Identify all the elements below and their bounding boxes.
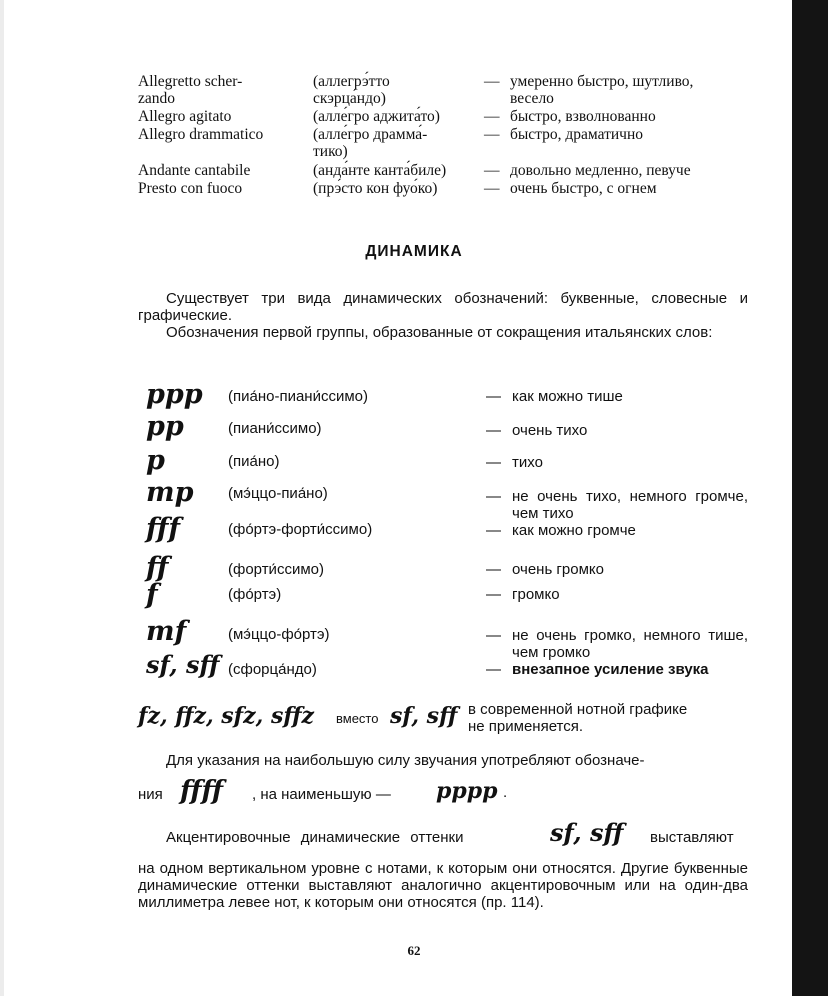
dynamic-symbols-old: fz, ffz, sfz, sffz	[138, 703, 315, 729]
tempo-term: Allegro agitato	[138, 108, 232, 125]
dash: —	[486, 627, 501, 644]
dynamic-pronunciation: (сфорца́ндо)	[228, 661, 317, 678]
dynamic-meaning: не очень тихо, немного громче, чем тихо	[512, 488, 748, 522]
accent-end: выставляют	[650, 829, 734, 846]
accent-start: Акцентировочные динамические оттенки	[166, 829, 464, 846]
dash: —	[484, 126, 500, 143]
dynamic-symbol: fff	[146, 513, 180, 544]
dash: —	[486, 561, 501, 578]
dynamic-meaning: как можно тише	[512, 388, 623, 405]
dynamic-symbol: ff	[146, 552, 169, 583]
tempo-meaning: умеренно быстро, шутливо,	[510, 73, 694, 90]
page-number: 62	[407, 943, 421, 958]
tempo-meaning: очень быстро, с огнем	[510, 180, 657, 197]
note-text: в современной нотной графике	[468, 701, 688, 718]
dynamic-symbols-new: sf, sff	[390, 703, 458, 729]
dynamic-pronunciation: (фо́ртэ)	[228, 586, 282, 603]
section-title: ДИНАМИКА	[365, 243, 463, 260]
dynamic-pronunciation: (пиани́ссимо)	[228, 420, 322, 437]
tempo-pronunciation: (алле́гро драмма́-	[313, 126, 428, 143]
dynamic-pronunciation: (мэ́ццо-фо́ртэ)	[228, 626, 330, 643]
dash: —	[486, 454, 501, 471]
intro-paragraph: Существует три вида динамических обозначений: буквенные, словесные и графические.	[138, 290, 748, 324]
tempo-term: Allegretto scher-	[138, 73, 243, 90]
tempo-pronunciation: (прэ́сто кон фуо́ко)	[313, 180, 438, 197]
extremes-prefix: ния	[138, 786, 163, 803]
dash: —	[484, 180, 500, 197]
dynamic-meaning: очень громко	[512, 561, 604, 578]
dynamic-symbol: ppp	[146, 379, 203, 410]
tempo-meaning: довольно медленно, певуче	[510, 162, 691, 179]
extremes-line: Для указания на наибольшую силу звучания употребляют обозначе-	[166, 752, 645, 769]
dynamic-pronunciation: (пиа́но-пиани́ссимо)	[228, 388, 368, 405]
dynamic-pronunciation: (мэ́ццо-пиа́но)	[228, 485, 328, 502]
tempo-term: Andante cantabile	[138, 162, 251, 179]
note-text: не применяется.	[468, 718, 584, 735]
tempo-meaning: быстро, взволнованно	[510, 108, 656, 125]
dynamic-meaning: как можно громче	[512, 522, 636, 539]
tempo-term: Presto con fuoco	[138, 180, 243, 197]
accent-paragraph: на одном вертикальном уровне с нотами, к которым они относятся. Другие буквенные динамические оттенки выставляют аналогично акцентировочным или на один-два миллиметра левее нот, к которым они относятся (пр. 114).	[138, 860, 748, 911]
dynamic-meaning: очень тихо	[512, 422, 588, 439]
dynamic-pronunciation: (форти́ссимо)	[228, 561, 324, 578]
scan-border	[792, 0, 828, 996]
tempo-term: Allegro drammatico	[138, 126, 264, 143]
dynamic-symbol: mp	[146, 477, 194, 508]
dynamic-meaning: громко	[512, 586, 560, 603]
dash: —	[486, 661, 501, 678]
dynamic-symbol: p	[146, 445, 165, 476]
tempo-meaning: быстро, драматично	[510, 126, 643, 143]
tempo-pronunciation: скэрца́ндо)	[313, 90, 386, 107]
dash: —	[484, 108, 500, 125]
intro-paragraph: Обозначения первой группы, образованные от сокращения итальянских слов:	[166, 324, 713, 341]
dynamic-pronunciation: (пиа́но)	[228, 453, 280, 470]
tempo-meaning: весело	[510, 90, 554, 107]
dynamic-symbols-accent: sf, sff	[550, 818, 624, 847]
dynamic-symbol-ffff: ffff	[180, 776, 224, 806]
tempo-pronunciation: тико)	[313, 143, 348, 160]
dynamic-symbol-pppp: pppp	[436, 778, 498, 804]
tempo-term: zando	[138, 90, 176, 107]
dynamic-meaning: тихо	[512, 454, 543, 471]
note-word: вместо	[336, 711, 379, 726]
dash: —	[484, 73, 500, 90]
dynamic-symbol: f	[146, 579, 158, 610]
dynamic-meaning: внезапное усиление звука	[512, 661, 709, 678]
dynamic-pronunciation: (фо́ртэ-форти́ссимо)	[228, 521, 373, 538]
dynamic-meaning: не очень громко, немного тише, чем громко	[512, 627, 748, 661]
tempo-pronunciation: (анда́нте канта́биле)	[313, 162, 447, 179]
extremes-suffix: .	[503, 784, 508, 801]
dynamic-symbol: sf, sff	[146, 650, 220, 679]
tempo-pronunciation: (аллегрэ́тто	[313, 73, 390, 90]
dynamic-symbol: pp	[146, 411, 184, 442]
dash: —	[486, 488, 501, 505]
page-edge	[0, 0, 4, 996]
dash: —	[486, 522, 501, 539]
dash: —	[486, 586, 501, 603]
extremes-middle: , на наименьшую —	[252, 786, 391, 803]
dash: —	[486, 388, 501, 405]
dynamic-symbol: mf	[146, 616, 187, 647]
tempo-pronunciation: (алле́гро аджита́то)	[313, 108, 440, 125]
dash: —	[486, 422, 501, 439]
dash: —	[484, 162, 500, 179]
